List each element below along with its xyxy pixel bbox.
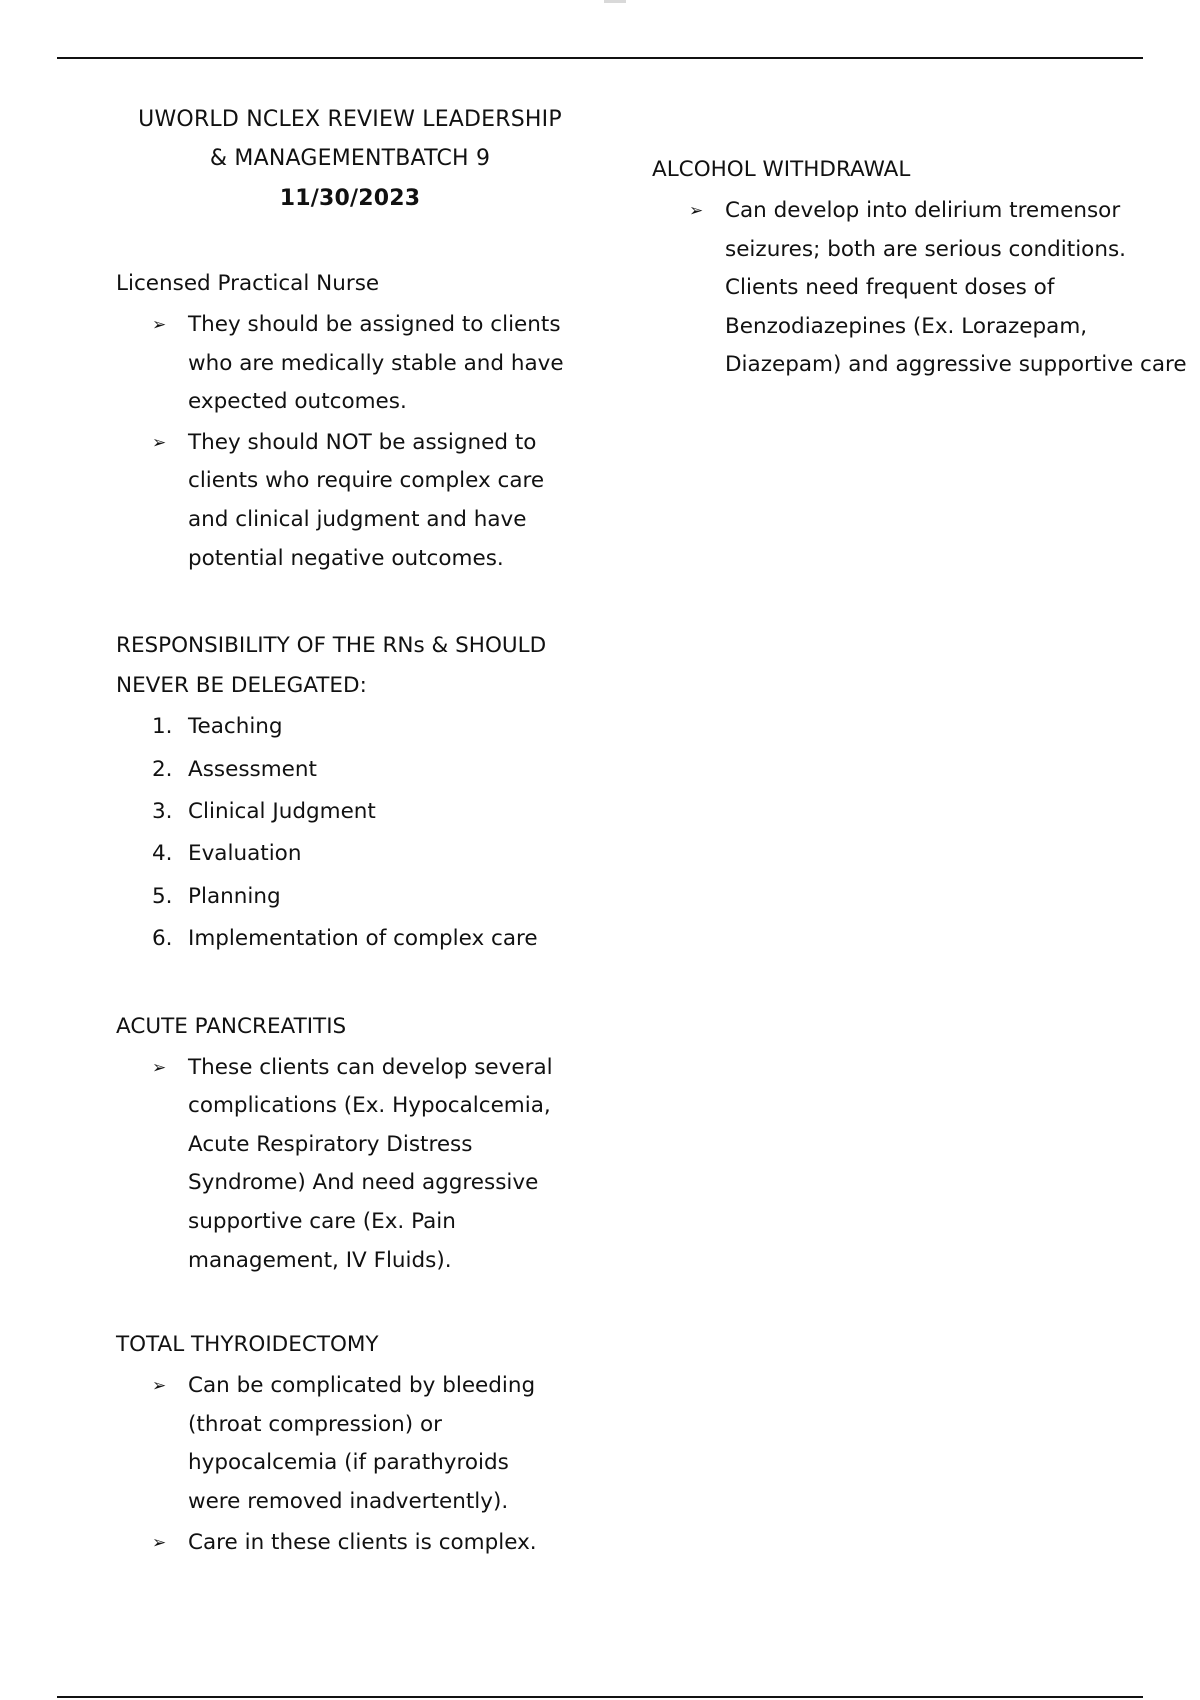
list-item-text: Teaching — [188, 714, 283, 740]
section-alcohol-withdrawal — [652, 150, 1200, 385]
bullet-text-line: were removed inadvertently). — [188, 1488, 509, 1514]
bullet-text-line: Can develop into delirium tremensor — [725, 198, 1121, 223]
document-date: 11/30/2023 — [279, 186, 421, 211]
bullet-text-line: expected outcomes. — [188, 389, 407, 415]
bullet-text-line: Clients need frequent doses of — [725, 275, 1055, 301]
section-heading-rn-line-2: NEVER BE DELEGATED: — [116, 673, 367, 699]
title-line-2: & MANAGEMENTBATCH 9 — [209, 146, 491, 171]
list-item-text: Assessment — [188, 756, 317, 782]
bullet-text-line: seizures; both are serious conditions. — [725, 236, 1126, 262]
arrow-bullet-icon: ➢ — [152, 1057, 167, 1078]
bullet-text-line: These clients can develop several — [188, 1054, 553, 1080]
pancreatitis-bullet-list — [100, 1049, 600, 1281]
left-column — [100, 100, 600, 1564]
arrow-bullet-icon: ➢ — [152, 1532, 167, 1553]
lpn-bullet-list — [100, 306, 600, 578]
bullet-text-line: and clinical judgment and have — [188, 506, 527, 532]
bullet-text-line: Benzodiazepines (Ex. Lorazepam, — [725, 313, 1088, 339]
footer-rule — [57, 1696, 1143, 1698]
bullet-text-line: potential negative outcomes. — [188, 545, 504, 571]
bullet-text-line: Can be complicated by bleeding — [188, 1373, 536, 1399]
right-column — [652, 150, 1200, 387]
list-item-text: Clinical Judgment — [188, 798, 376, 824]
arrow-bullet-icon: ➢ — [152, 315, 167, 335]
bullet-text-line: management, IV Fluids). — [188, 1247, 452, 1273]
list-number: 6. — [152, 926, 173, 952]
section-lpn — [100, 264, 600, 578]
bullet-text-line: clients who require complex care — [188, 468, 545, 494]
bullet-text-line: They should be assigned to clients — [188, 312, 561, 337]
section-total-thyroidectomy — [100, 1325, 600, 1562]
list-item-text: Evaluation — [188, 841, 302, 867]
thyroidectomy-bullet-list — [100, 1367, 600, 1562]
section-heading-lpn: Licensed Practical Nurse — [116, 271, 380, 296]
title-line-1: UWORLD NCLEX REVIEW LEADERSHIP — [138, 107, 562, 132]
list-number: 2. — [152, 756, 173, 782]
bullet-text-line: Syndrome) And need aggressive — [188, 1170, 539, 1196]
list-item — [652, 192, 1200, 385]
list-item — [100, 749, 600, 791]
list-number: 4. — [152, 841, 173, 867]
bullet-text-line: Acute Respiratory Distress — [188, 1131, 473, 1157]
list-number: 1. — [152, 714, 173, 740]
list-item — [100, 833, 600, 875]
list-item — [100, 706, 600, 748]
bullet-text-line: supportive care (Ex. Pain — [188, 1208, 456, 1234]
bullet-text-line: (throat compression) or — [188, 1411, 442, 1437]
section-heading-thyroidectomy: TOTAL THYROIDECTOMY — [116, 1332, 379, 1358]
page-top-mark — [604, 0, 626, 3]
bullet-text-line: hypocalcemia (if parathyroids — [188, 1450, 509, 1476]
section-acute-pancreatitis — [100, 1007, 600, 1281]
list-item — [100, 791, 600, 833]
section-heading-rn-line-1: RESPONSIBILITY OF THE RNs & SHOULD — [116, 633, 547, 659]
alcohol-bullet-list — [652, 192, 1200, 385]
list-item — [100, 1049, 600, 1281]
bullet-text-line: Care in these clients is complex. — [188, 1529, 537, 1555]
bullet-text-line: who are medically stable and have — [188, 350, 564, 376]
bullet-text-line: They should NOT be assigned to — [188, 429, 537, 455]
list-item-text: Implementation of complex care — [188, 926, 538, 952]
arrow-bullet-icon: ➢ — [152, 1376, 167, 1397]
bullet-text-line: Diazepam) and aggressive supportive care — [725, 352, 1187, 378]
list-item — [100, 424, 600, 578]
rn-numbered-list — [100, 706, 600, 960]
section-rn-responsibilities — [100, 626, 600, 960]
bullet-text-line: complications (Ex. Hypocalcemia, — [188, 1093, 551, 1119]
list-number: 5. — [152, 883, 173, 909]
section-heading-pancreatitis: ACUTE PANCREATITIS — [116, 1013, 347, 1039]
arrow-bullet-icon: ➢ — [152, 432, 167, 453]
list-item-text: Planning — [188, 883, 281, 909]
list-item — [100, 1367, 600, 1521]
list-item — [100, 876, 600, 918]
document-title — [100, 100, 600, 220]
section-heading-alcohol: ALCOHOL WITHDRAWAL — [652, 157, 911, 182]
list-item — [100, 918, 600, 960]
header-rule — [57, 57, 1143, 59]
list-item — [100, 1524, 600, 1563]
arrow-bullet-icon: ➢ — [689, 201, 704, 221]
list-item — [100, 306, 600, 422]
list-number: 3. — [152, 798, 173, 824]
